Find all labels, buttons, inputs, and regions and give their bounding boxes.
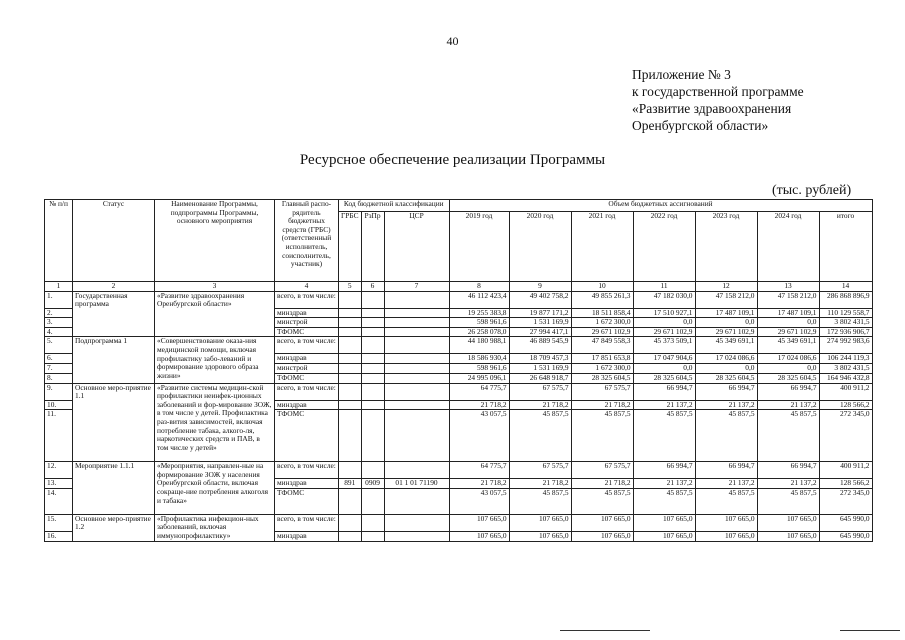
row-year-value: 45 857,5 [633,488,695,514]
header-year: 2021 год [571,212,633,282]
row-grbs: всего, в том числе: [275,514,339,531]
row-csr [384,462,449,479]
row-csr [384,354,449,364]
row-csr [384,373,449,383]
row-year-value: 29 671 102,9 [571,327,633,337]
row-year-value: 17 024 086,6 [757,354,819,364]
row-number: 3. [45,318,73,328]
row-csr [384,318,449,328]
row-grbs-code [339,514,362,531]
row-year-value: 18 586 930,4 [449,354,509,364]
column-number: 8 [449,282,509,292]
header-csr: ЦСР [384,212,449,282]
row-year-value: 45 349 691,1 [757,337,819,354]
row-year-value: 66 994,7 [757,383,819,400]
column-number: 11 [633,282,695,292]
column-number: 14 [819,282,872,292]
row-year-value: 47 158 212,0 [757,291,819,308]
row-year-value: 1 672 300,0 [571,318,633,328]
row-year-value: 21 137,2 [695,479,757,489]
row-year-value: 45 373 509,1 [633,337,695,354]
row-year-value: 21 718,2 [509,479,571,489]
row-year-value: 28 325 604,5 [695,373,757,383]
row-year-value: 45 857,5 [695,410,757,462]
row-grbs-code: 891 [339,479,362,489]
row-rzpr: 0909 [361,479,384,489]
row-number: 10. [45,400,73,410]
row-year-value: 17 851 653,8 [571,354,633,364]
row-grbs-code [339,383,362,400]
row-rzpr [361,308,384,318]
row-grbs: минстрой [275,318,339,328]
row-year-value: 66 994,7 [633,462,695,479]
row-year-value: 28 325 604,5 [757,373,819,383]
row-number: 2. [45,308,73,318]
row-total-value: 645 990,0 [819,531,872,541]
row-year-value: 21 137,2 [633,479,695,489]
row-year-value: 28 325 604,5 [633,373,695,383]
column-number: 2 [73,282,155,292]
row-grbs-code [339,410,362,462]
row-year-value: 21 137,2 [757,479,819,489]
row-rzpr [361,373,384,383]
row-year-value: 67 575,7 [509,383,571,400]
row-rzpr [361,514,384,531]
row-status: Мероприятие 1.1.1 [73,462,155,515]
row-total-value: 274 992 983,6 [819,337,872,354]
row-rzpr [361,383,384,400]
row-year-value: 0,0 [757,364,819,374]
row-grbs-code [339,531,362,541]
row-csr [384,327,449,337]
row-status: Основное меро-приятие 1.2 [73,514,155,541]
header-year: 2020 год [509,212,571,282]
row-name: «Развитие системы медицин-ской профилактики неинфек-ционных заболеваний и фор-мирование ЗОЖ, в том числе у детей. Профилактика раз-вития зависимостей, включая потребление табака, алкого-ля, наркотических средств и ПАВ, в том числе у детей» [155,383,275,462]
row-year-value: 17 024 086,6 [695,354,757,364]
column-number: 7 [384,282,449,292]
header-num: № п/п [45,200,73,282]
row-year-value: 43 057,5 [449,488,509,514]
row-total-value: 400 911,2 [819,462,872,479]
column-number: 9 [509,282,571,292]
row-year-value: 1 531 169,9 [509,318,571,328]
row-name: «Мероприятия, направлен-ные на формирование ЗОЖ у населения Оренбургской области, включая сокраще-ние потребления алкоголя и табака» [155,462,275,515]
row-year-value: 45 857,5 [757,410,819,462]
row-year-value: 27 994 417,1 [509,327,571,337]
row-csr [384,364,449,374]
row-year-value: 45 857,5 [509,488,571,514]
row-year-value: 17 510 927,1 [633,308,695,318]
row-number: 9. [45,383,73,400]
row-rzpr [361,400,384,410]
row-grbs-code [339,318,362,328]
row-total-value: 3 802 431,5 [819,364,872,374]
row-year-value: 66 994,7 [695,383,757,400]
units-label: (тыс. рублей) [772,183,852,198]
row-grbs: ТФОМС [275,327,339,337]
row-year-value: 64 775,7 [449,462,509,479]
row-total-value: 645 990,0 [819,514,872,531]
row-grbs-code [339,373,362,383]
row-grbs-code [339,308,362,318]
row-grbs-code [339,400,362,410]
row-year-value: 45 349 691,1 [695,337,757,354]
row-year-value: 21 137,2 [757,400,819,410]
row-year-value: 64 775,7 [449,383,509,400]
row-year-value: 45 857,5 [633,410,695,462]
row-rzpr [361,354,384,364]
row-year-value: 107 665,0 [633,514,695,531]
row-total-value: 172 936 906,7 [819,327,872,337]
row-year-value: 26 258 078,0 [449,327,509,337]
row-year-value: 66 994,7 [633,383,695,400]
row-year-value: 26 648 918,7 [509,373,571,383]
row-year-value: 0,0 [757,318,819,328]
row-year-value: 29 671 102,9 [695,327,757,337]
header-allocations: Объем бюджетных ассигнований [449,200,872,212]
row-grbs: минстрой [275,364,339,374]
row-year-value: 45 857,5 [571,488,633,514]
row-year-value: 66 994,7 [695,462,757,479]
row-grbs: ТФОМС [275,373,339,383]
row-year-value: 44 180 988,1 [449,337,509,354]
row-year-value: 19 255 383,8 [449,308,509,318]
column-number: 12 [695,282,757,292]
appendix-line: Приложение № 3 [632,67,731,82]
row-csr [384,488,449,514]
row-total-value: 128 566,2 [819,479,872,489]
row-year-value: 46 889 545,9 [509,337,571,354]
row-year-value: 107 665,0 [695,531,757,541]
column-number: 3 [155,282,275,292]
row-grbs: минздрав [275,308,339,318]
row-csr [384,531,449,541]
row-number: 6. [45,354,73,364]
row-year-value: 21 718,2 [509,400,571,410]
row-total-value: 3 802 431,5 [819,318,872,328]
header-rzpr: РзПр [361,212,384,282]
row-total-value: 164 946 432,8 [819,373,872,383]
row-year-value: 67 575,7 [509,462,571,479]
table-row [45,383,873,400]
row-csr [384,383,449,400]
row-number: 15. [45,514,73,531]
row-year-value: 0,0 [633,364,695,374]
row-grbs: всего, в том числе: [275,291,339,308]
row-year-value: 107 665,0 [633,531,695,541]
row-rzpr [361,462,384,479]
header-name: Наименование Программы, подпрограммы Программы, основного мероприятия [155,200,275,282]
header-year: 2019 год [449,212,509,282]
row-csr [384,291,449,308]
row-rzpr [361,318,384,328]
row-rzpr [361,291,384,308]
row-year-value: 28 325 604,5 [571,373,633,383]
row-total-value: 272 345,0 [819,488,872,514]
row-grbs: минздрав [275,400,339,410]
row-status: Основное меро-приятие 1.1 [73,383,155,462]
row-rzpr [361,410,384,462]
row-number: 8. [45,373,73,383]
row-total-value: 128 566,2 [819,400,872,410]
table-row [45,337,873,354]
footer-rule [840,630,900,631]
row-grbs-code [339,462,362,479]
row-year-value: 49 855 261,3 [571,291,633,308]
row-year-value: 67 575,7 [571,383,633,400]
row-grbs: ТФОМС [275,410,339,462]
row-rzpr [361,327,384,337]
row-year-value: 21 718,2 [449,479,509,489]
row-year-value: 0,0 [695,364,757,374]
row-rzpr [361,488,384,514]
resource-table [44,199,873,542]
row-rzpr [361,531,384,541]
row-grbs: минздрав [275,479,339,489]
row-year-value: 17 047 904,6 [633,354,695,364]
row-number: 4. [45,327,73,337]
row-year-value: 107 665,0 [509,514,571,531]
appendix-line: к государственной программе [632,84,804,99]
row-name: «Развитие здравоохранения Оренбургской области» [155,291,275,337]
row-status: Государственная программа [73,291,155,337]
row-csr: 01 1 01 71190 [384,479,449,489]
header-year: 2023 год [695,212,757,282]
row-year-value: 29 671 102,9 [757,327,819,337]
row-year-value: 67 575,7 [571,462,633,479]
row-grbs-code [339,354,362,364]
row-name: «Профилактика инфекцион-ных заболеваний, включая иммунопрофилактику» [155,514,275,541]
row-year-value: 598 961,6 [449,364,509,374]
row-grbs: ТФОМС [275,488,339,514]
column-number: 1 [45,282,73,292]
row-grbs: всего, в том числе: [275,462,339,479]
row-year-value: 66 994,7 [757,462,819,479]
row-number: 5. [45,337,73,354]
row-year-value: 43 057,5 [449,410,509,462]
row-grbs-code [339,337,362,354]
column-number-row [45,282,873,292]
header-grbs-code: ГРБС [339,212,362,282]
row-year-value: 107 665,0 [571,531,633,541]
row-csr [384,410,449,462]
table-row [45,514,873,531]
appendix-heading [632,66,804,134]
row-year-value: 0,0 [695,318,757,328]
row-year-value: 18 511 858,4 [571,308,633,318]
row-rzpr [361,337,384,354]
row-year-value: 45 857,5 [757,488,819,514]
table-row [45,291,873,308]
header-status: Статус [73,200,155,282]
row-year-value: 21 718,2 [571,400,633,410]
header-budget-code: Код бюджетной классификации [339,200,450,212]
table-row [45,462,873,479]
appendix-line: «Развитие здравоохранения [632,101,792,116]
row-year-value: 24 995 096,1 [449,373,509,383]
row-year-value: 107 665,0 [449,531,509,541]
document-title: Ресурсное обеспечение реализации Программы [299,152,606,168]
row-year-value: 46 112 423,4 [449,291,509,308]
row-number: 11. [45,410,73,462]
row-year-value: 107 665,0 [571,514,633,531]
header-year: 2022 год [633,212,695,282]
row-csr [384,337,449,354]
row-year-value: 45 857,5 [571,410,633,462]
row-total-value: 106 244 119,3 [819,354,872,364]
row-csr [384,400,449,410]
column-number: 6 [361,282,384,292]
row-number: 13. [45,479,73,489]
row-year-value: 45 857,5 [509,410,571,462]
row-number: 16. [45,531,73,541]
row-number: 7. [45,364,73,374]
row-grbs: минздрав [275,531,339,541]
row-grbs: всего, в том числе: [275,383,339,400]
row-year-value: 29 671 102,9 [633,327,695,337]
row-grbs-code [339,364,362,374]
row-year-value: 1 531 169,9 [509,364,571,374]
row-year-value: 47 182 030,0 [633,291,695,308]
row-total-value: 110 129 558,7 [819,308,872,318]
column-number: 4 [275,282,339,292]
row-year-value: 107 665,0 [757,531,819,541]
row-year-value: 47 849 558,3 [571,337,633,354]
row-total-value: 286 868 896,9 [819,291,872,308]
row-year-value: 1 672 300,0 [571,364,633,374]
footer-rule [560,630,650,631]
row-status: Подпрограмма 1 [73,337,155,383]
row-grbs-code [339,488,362,514]
row-year-value: 17 487 109,1 [757,308,819,318]
row-number: 14. [45,488,73,514]
row-year-value: 45 857,5 [695,488,757,514]
row-year-value: 107 665,0 [449,514,509,531]
row-grbs-code [339,327,362,337]
row-number: 1. [45,291,73,308]
row-number: 12. [45,462,73,479]
header-grbs: Главный распо-рядитель бюджетных средств (ГРБС) (ответственный исполнитель, соисполнитель, участник) [275,200,339,282]
row-grbs: всего, в том числе: [275,337,339,354]
row-year-value: 107 665,0 [509,531,571,541]
row-name: «Совершенствование оказа-ния медицинской помощи, включая профилактику забо-леваний и формирование здорового образа жизни» [155,337,275,383]
row-year-value: 18 709 457,3 [509,354,571,364]
header-total: итого [819,212,872,282]
row-year-value: 107 665,0 [757,514,819,531]
row-year-value: 19 877 171,2 [509,308,571,318]
row-year-value: 21 718,2 [449,400,509,410]
row-grbs: минздрав [275,354,339,364]
row-year-value: 47 158 212,0 [695,291,757,308]
row-year-value: 21 137,2 [633,400,695,410]
column-number: 5 [339,282,362,292]
column-number: 10 [571,282,633,292]
column-number: 13 [757,282,819,292]
row-year-value: 17 487 109,1 [695,308,757,318]
row-year-value: 0,0 [633,318,695,328]
page-number: 40 [446,34,459,48]
row-year-value: 21 137,2 [695,400,757,410]
row-grbs-code [339,291,362,308]
row-rzpr [361,364,384,374]
row-year-value: 107 665,0 [695,514,757,531]
row-year-value: 598 961,6 [449,318,509,328]
appendix-line: Оренбургской области» [632,118,769,133]
row-csr [384,308,449,318]
row-csr [384,514,449,531]
header-year: 2024 год [757,212,819,282]
row-year-value: 49 402 758,2 [509,291,571,308]
row-total-value: 400 911,2 [819,383,872,400]
row-total-value: 272 345,0 [819,410,872,462]
row-year-value: 21 718,2 [571,479,633,489]
